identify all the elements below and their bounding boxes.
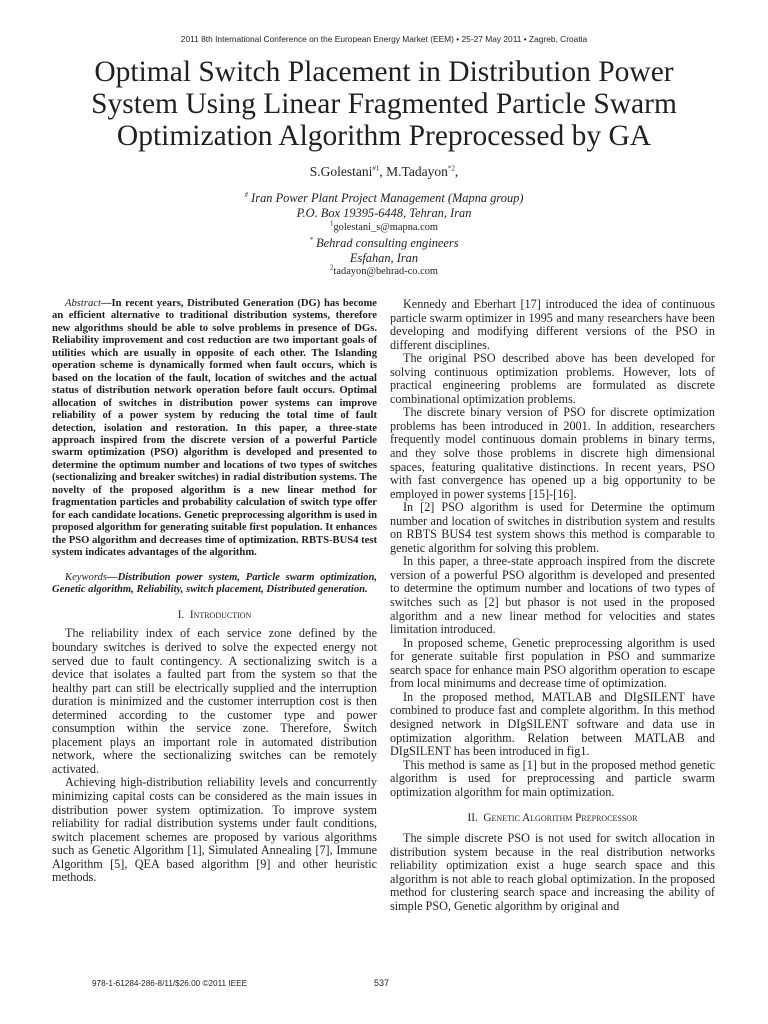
page-number: 537 <box>374 978 390 988</box>
abstract-label: Abstract <box>65 298 101 309</box>
author-2-marker: *2 <box>447 164 455 173</box>
paragraph: Achieving high-distribution reliability levels and concurrently minimizing capital costs can be considered as the main issues in distribution power system optimization. To improve system reliability for radial distribution systems under fault conditions, switch placement schemes are proposed by various algorithms such as Genetic Algorithm [1], Simulated Annealing [7], Immune Algorithm [5], QEA based algorithm [9] and other heuristic methods. <box>52 775 377 885</box>
abstract <box>52 298 377 560</box>
section-number: II. <box>467 812 478 825</box>
keywords-dash: — <box>106 571 118 583</box>
email-1-line <box>0 219 768 233</box>
affiliation-1-name: Iran Power Plant Project Management (Mapna group) <box>251 191 524 205</box>
affiliation-2 <box>0 236 768 266</box>
abstract-dash: — <box>100 298 112 309</box>
keywords-label: Keywords <box>65 571 107 583</box>
footer-isbn: 978-1-61284-286-8/11/$26.00 ©2011 IEEE <box>92 979 248 988</box>
email-2-marker: 2 <box>330 263 334 272</box>
affiliation-2-marker: * <box>309 235 313 244</box>
keywords <box>52 572 377 597</box>
email-2: tadayon@behrad-co.com <box>333 266 438 277</box>
author-list <box>0 164 768 180</box>
paragraph: The original PSO described above has been developed for solving continuous optimization problems. However, lots of practical engineering problems are formulated as discrete combinational optimization problems. <box>390 351 715 406</box>
paragraph: The discrete binary version of PSO for discrete optimization problems has been introduced in 2001. In addition, researchers frequently model continuous domain problems in binary terms, and they solve those problems in discrete high dimensional spaces, featuring qualitative distinctions. In recent years, PSO with fast convergence has opened up a big opportunity to be employed in power systems [15]-[16]. <box>390 405 715 501</box>
paragraph: In the proposed method, MATLAB and DIgSILENT have combined to produce fast and complete algorithm. In this method designed network in DIgSILENT software and data use in optimization algorithm. Relation between MATLAB and DIgSILENT has been introduced in fig1. <box>390 689 715 759</box>
conference-header: 2011 8th International Conference on the European Energy Market (EEM) • 25-27 May 2011 • Zagreb, Croatia <box>180 34 588 44</box>
abstract-text: In recent years, Distributed Generation (DG) has become an efficient alternative to traditional distribution systems, therefore new algorithms should be able to solve problems in presence of DGs. Reliability improvement and cost reduction are two important goals of utilities which are usually in opposite of each other. The Islanding operation scheme is dynamically formed when fault occurs, which is based on the location of the fault, location of switches and the actual status of distribution network operation before fault occurs. Optimal allocation of switches in distribution power systems can improve reliability of a power system by reducing the total time of fault detection, isolation and restoration. In this paper, a three-state approach inspired from the discrete version of a powerful Particle swarm optimization (PSO) algorithm is developed and presented to determine the optimum number and locations of two types of switches (sectionalizing and breaker switches) in radial distribution systems. The novelty of the proposed algorithm is a new linear method for fragmentation particles and probability calculation of switch type offer for each candidate locations. Genetic preprocessing algorithm is used in proposed algorithm for generating suitable first population. It enhances the PSO algorithm and decreases time of optimization. RBTS-BUS4 test system indicates advantages of the algorithm. <box>52 298 377 559</box>
section-heading-genetic-algorithm <box>390 812 715 824</box>
author-separator: , <box>379 164 387 179</box>
section-title: Introduction <box>189 609 252 622</box>
left-column <box>52 298 377 885</box>
paragraph: This method is same as [1] but in the proposed method genetic algorithm is used for preprocessing and particle swarm optimization algorithm for main optimization. <box>390 757 715 799</box>
paragraph: In this paper, a three-state approach inspired from the discrete version of a powerful PSO algorithm is developed and presented to determine the optimum number and locations of two types of switches such as [2] but phasor is not used in the proposed algorithm and a new linear method for velocities and states limitation introduced. <box>390 554 715 637</box>
affiliation-1-marker: # <box>244 190 249 199</box>
paragraph: The simple discrete PSO is not used for switch allocation in distribution system because in the real distribution networks reliability optimization exist a huge search space and this algorithm is not able to reach global optimization. In the proposed method for clustering search space and increasing the ability of simple PSO, Genetic algorithm by original and <box>390 831 715 913</box>
paragraph: The reliability index of each service zone defined by the boundary switches is derived to solve the expected energy not served due to fault contingency. A sectionalizing switch is a device that isolates a faulted part from the system so that the healthy part can still be electrically supplied and the interruption duration is minimized and the customer interruption cost is then determined according to the customer type and power consumption within the service zone. Therefore, Switch placement plays an important role in automated distribution network, where the sectionalizing switches can be remotely activated. <box>52 626 377 776</box>
author-1-marker: #1 <box>372 164 380 173</box>
email-1-marker: 1 <box>329 219 334 228</box>
author-1: S.Golestani <box>309 164 373 179</box>
author-trailing: , <box>454 164 459 179</box>
affiliation-2-address: Esfahan, Iran <box>349 251 419 265</box>
section-heading-introduction <box>52 609 377 621</box>
affiliation-1-address: P.O. Box 19395-6448, Tehran, Iran <box>296 206 472 220</box>
affiliation-1 <box>0 191 768 221</box>
right-column <box>390 298 715 914</box>
keywords-text: Distribution power system, Particle swarm optimization, Genetic algorithm, Reliability, switch placement, Distributed generation. <box>52 571 377 595</box>
title-line-2: System Using Linear Fragmented Particle Swarm <box>91 88 677 120</box>
email-2-line <box>0 263 768 277</box>
section-number: I. <box>177 609 185 622</box>
title-line-1: Optimal Switch Placement in Distribution Power <box>94 56 674 88</box>
author-2: M.Tadayon <box>386 164 448 179</box>
email-1: golestani_s@mapna.com <box>333 222 438 233</box>
affiliation-2-name: Behrad consulting engineers <box>316 236 459 250</box>
paragraph: In [2] PSO algorithm is used for Determine the optimum number and location of switches in distribution system and results on RBTS BUS4 test system shows this method is comparable to genetic algorithm for solving this problem. <box>390 500 715 555</box>
section-title: Genetic Algorithm Preprocessor <box>483 812 638 825</box>
paper-title <box>40 56 728 152</box>
paragraph: In proposed scheme, Genetic preprocessing algorithm is used for generate suitable first population in PSO and summarize search space for enhance main PSO algorithm operation to escape from local minimums and decrease time of optimization. <box>390 635 715 691</box>
paragraph: Kennedy and Eberhart [17] introduced the idea of continuous particle swarm optimizer in 1995 and many researchers have been developing and modifying different versions of the PSO in different disciplines. <box>390 297 715 352</box>
title-line-3: Optimization Algorithm Preprocessed by GA <box>116 120 652 152</box>
